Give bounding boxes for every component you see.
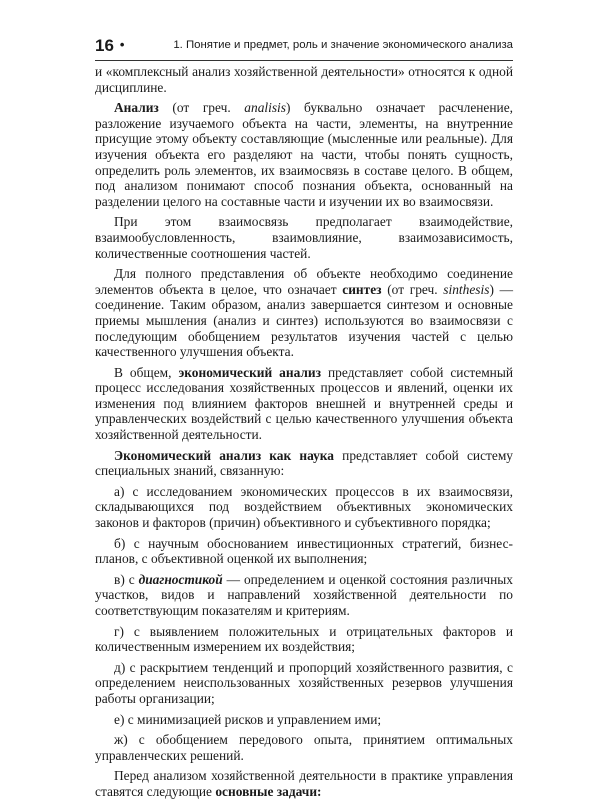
text-line: дисциплине. [95,79,167,95]
text-run: представляет собой систему специальных знаний, связанную: [95,447,513,479]
list-item-b [95,536,513,567]
page-header [95,38,513,60]
emphasis-text: экономический анализ [178,364,322,380]
text-run: в) с [114,571,139,587]
emphasis-text: диагностикой [138,571,223,587]
header-rule [95,60,513,61]
paragraph-science-definition [95,448,513,479]
text-run: а) с исследованием экономических процессов в их взаимосвязи, складывающихся под воздействием объективных экономических законов и факторов (причин) объективного и субъективного порядка; [95,483,513,531]
paragraph-main-tasks [95,768,513,799]
text-run: г) с выявлением положительных и отрицательных факторов и количественным измерением их воздействия; [95,623,513,655]
text-run: представляет собой системный процесс исследования хозяйственных процессов и явлений, оценки их изменения под влиянием факторов внешней и внутренней среды и управленческих воздействий с целью качественного улучшения объекта хозяйственной деятельности. [95,364,513,443]
text-line: и «комплексный анализ хозяйственной деятельности» относятся к одной [95,64,513,79]
list-item-g [95,732,513,763]
paragraph-analysis-definition [95,100,513,209]
text-run: ж) с обобщением передового опыта, принятием оптимальных управленческих решений. [95,732,513,763]
text-run: е) с минимизацией рисков и управлением ими; [114,711,382,727]
page-body [95,64,513,800]
text-run: (от греч. [158,100,245,116]
page-number: 16 • [95,36,125,55]
text-run: В общем, [114,364,179,380]
emphasis-text: Экономический анализ как наука [114,447,334,463]
list-item-a [95,484,513,531]
paragraph-synthesis [95,266,513,360]
list-item-c [95,572,513,619]
paragraph-economic-analysis [95,365,513,443]
text-run: (от греч. [381,281,444,297]
paragraph-interrelation [95,214,513,261]
bullet-dot-icon: • [119,37,125,52]
running-title: 1. Понятие и предмет, роль и значение экономического анализа [173,39,513,51]
text-run: ) — соединение. Таким образом, анализ завершается синтезом и основные приемы мышления (анализ и синтез) используются во взаимосвязи с последующим обобщением результатов изучения частей с целью качественного улучшения объекта. [95,281,513,360]
emphasis-text: основные задачи: [215,783,322,799]
emphasis-text: sinthesis [443,281,490,297]
text-run: ) буквально означает расчленение, разложение изучаемого объекта на части, элементы, на внутренние присущие этому объекту составляющие (мысленные или реальные). Для изучения объекта его разделяют на части, чтобы понять сущность, определить роль элементов, их взаимосвязь в составе целого. В общем, под анализом понимают способ познания объекта, основанный на разделении целого на составные части и изучении их во взаимосвязи. [95,100,513,209]
text-flow [95,100,513,799]
list-item-e [95,660,513,707]
text-run: — определением и оценкой состояния различных участков, видов и направлений хозяйственной деятельности по соответствующим показателям и критериям. [95,571,513,618]
paragraph-continuation [95,64,513,95]
text-run: д) с раскрытием тенденций и пропорций хозяйственного развития, с определением неиспользованных хозяйственных резервов улучшения работы организации; [95,659,513,706]
text-run: б) с научным обоснованием инвестиционных стратегий, бизнес-планов, с объективной оценкой их выполнения; [95,535,513,567]
text-run: При этом взаимосвязь предполагает взаимодействие, взаимообусловленность, взаимовлияние, взаимозависимость, количественные соотношения частей. [95,214,513,261]
emphasis-text: analisis [244,100,286,116]
list-item-d [95,624,513,655]
list-item-f [95,712,513,728]
emphasis-text: синтез [342,281,382,297]
emphasis-text: Анализ [114,100,159,116]
text-run: Перед анализом хозяйственной деятельности в практике управления ставятся следующие [95,768,513,799]
text-run: Для полного представления об объекте необходимо соединение элементов объекта в целое, что означает [95,266,513,297]
